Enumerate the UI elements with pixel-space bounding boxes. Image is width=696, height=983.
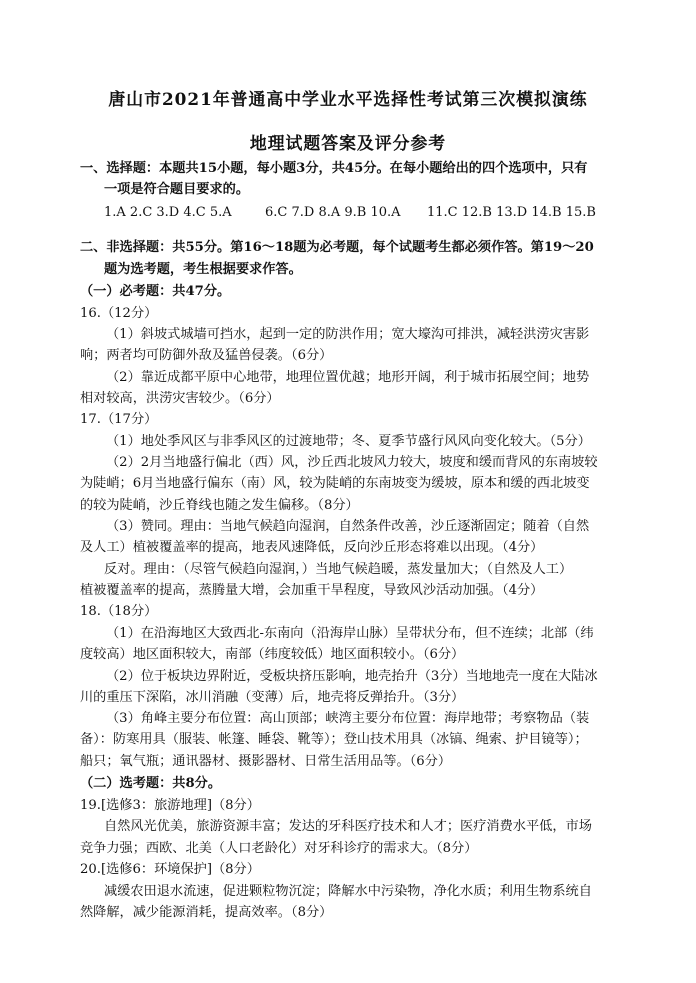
section2-heading-line2: 题为选考题，考生根据要求作答。 <box>104 262 302 277</box>
q17-p4-line2: 植被覆盖率的提高，蒸腾量大增，会加重干旱程度，导致风沙活动加强。（4分） <box>80 583 544 598</box>
elective-section-heading: （二）选考题：共8分。 <box>80 776 222 791</box>
q18-p3-line1: （3）角峰主要分布位置：高山顶部；峡湾主要分布位置：海岸地带；考察物品（装 <box>106 711 590 726</box>
q18-p3-line2: 备）：防寒用具（服装、帐篷、睡袋、靴等）；登山技术用具（冰镐、绳索、护目镜等）； <box>80 732 588 747</box>
required-section-heading: （一）必考题：共47分。 <box>80 284 231 299</box>
q18-p3-line3: 船只；氧气瓶；通讯器材、摄影器材、日常生活用品等。（6分） <box>80 754 452 769</box>
answers-group-2: 6.C 7.D 8.A 9.B 10.A <box>265 205 401 220</box>
q18-p1-line1: （1）在沿海地区大致西北-东南向（沿海岸山脉）呈带状分布，但不连续；北部（纬 <box>106 626 594 641</box>
q18-p2-line2: 川的重压下深陷，冰川消融（变薄）后，地壳将反弹抬升。（3分） <box>80 690 465 705</box>
section1-heading-line1: 一、选择题：本题共15小题，每小题3分，共45分。在每小题给出的四个选项中，只有 <box>80 161 588 176</box>
q18-p2-line1: （2）位于板块边界附近，受板块挤压影响，地壳抬升（3分）当地地壳一度在大陆冰 <box>106 669 598 684</box>
q16-heading: 16.（12分） <box>80 306 158 321</box>
q17-p3-line2: 及人工）植被覆盖率的提高，地表风速降低，反向沙丘形态将难以出现。（4分） <box>80 540 544 555</box>
section1-heading-line2: 一项是符合题目要求的。 <box>104 182 250 197</box>
q17-p3-line1: （3）赞同。理由：当地气候趋向湿润，自然条件改善，沙丘逐渐固定；随着（自然 <box>106 519 590 534</box>
q16-p2-line2: 相对较高，洪涝灾害较少。（6分） <box>80 391 280 406</box>
q20-heading: 20.[选修6：环境保护]（8分） <box>80 862 260 877</box>
q17-p2-line3: 的较为陡峭，沙丘脊线也随之发生偏移。（8分） <box>80 498 359 513</box>
q16-p1-line2: 响；两者均可防御外敌及猛兽侵袭。（6分） <box>80 348 333 363</box>
q17-p4-line1: 反对。理由：（尽管气候趋向湿润，）当地气候趋暖，蒸发量加大；（自然及人工） <box>104 562 573 577</box>
q17-p2-line2: 为陡峭；6月当地盛行偏东（南）风，较为陡峭的东南坡变为缓坡，原本和缓的西北坡变 <box>80 476 590 491</box>
section2-heading-line1: 二、非选择题：共55分。第16～18题为必考题，每个试题考生都必须作答。第19～20 <box>80 240 594 255</box>
q17-heading: 17.（17分） <box>80 412 158 427</box>
q19-heading: 19.[选修3：旅游地理]（8分） <box>80 798 260 813</box>
document-title: 唐山市2021年普通高中学业水平选择性考试第三次模拟演练 <box>108 89 588 109</box>
q16-p2-line1: （2）靠近成都平原中心地带，地理位置优越；地形开阔，利于城市拓展空间；地势 <box>106 370 590 385</box>
q20-p1-line2: 然降解，减少能源消耗，提高效率。（8分） <box>80 905 333 920</box>
q20-p1-line1: 减缓农田退水流速，促进颗粒物沉淀；降解水中污染物，净化水质；利用生物系统自 <box>104 884 592 899</box>
q17-p1-line1: （1）地处季风区与非季风区的过渡地带；冬、夏季节盛行风风向变化较大。（5分） <box>106 434 591 449</box>
q18-heading: 18.（18分） <box>80 604 158 619</box>
q19-p1-line2: 竞争力强；西欧、北美（人口老龄化）对牙科诊疗的需求大。（8分） <box>80 841 478 856</box>
answers-group-1: 1.A 2.C 3.D 4.C 5.A <box>104 205 232 220</box>
q17-p2-line1: （2）2月当地盛行偏北（西）风，沙丘西北坡风力较大，坡度和缓而背风的东南坡较 <box>106 455 598 470</box>
document-subtitle: 地理试题答案及评分参考 <box>249 133 447 153</box>
q18-p1-line2: 度较高）地区面积较大，南部（纬度较低）地区面积较小。（6分） <box>80 647 465 662</box>
q19-p1-line1: 自然风光优美，旅游资源丰富；发达的牙科医疗技术和人才；医疗消费水平低，市场 <box>104 819 592 834</box>
answers-group-3: 11.C 12.B 13.D 14.B 15.B <box>427 205 596 220</box>
q16-p1-line1: （1）斜坡式城墙可挡水，起到一定的防洪作用；宽大壕沟可排洪，减轻洪涝灾害影 <box>106 327 590 342</box>
